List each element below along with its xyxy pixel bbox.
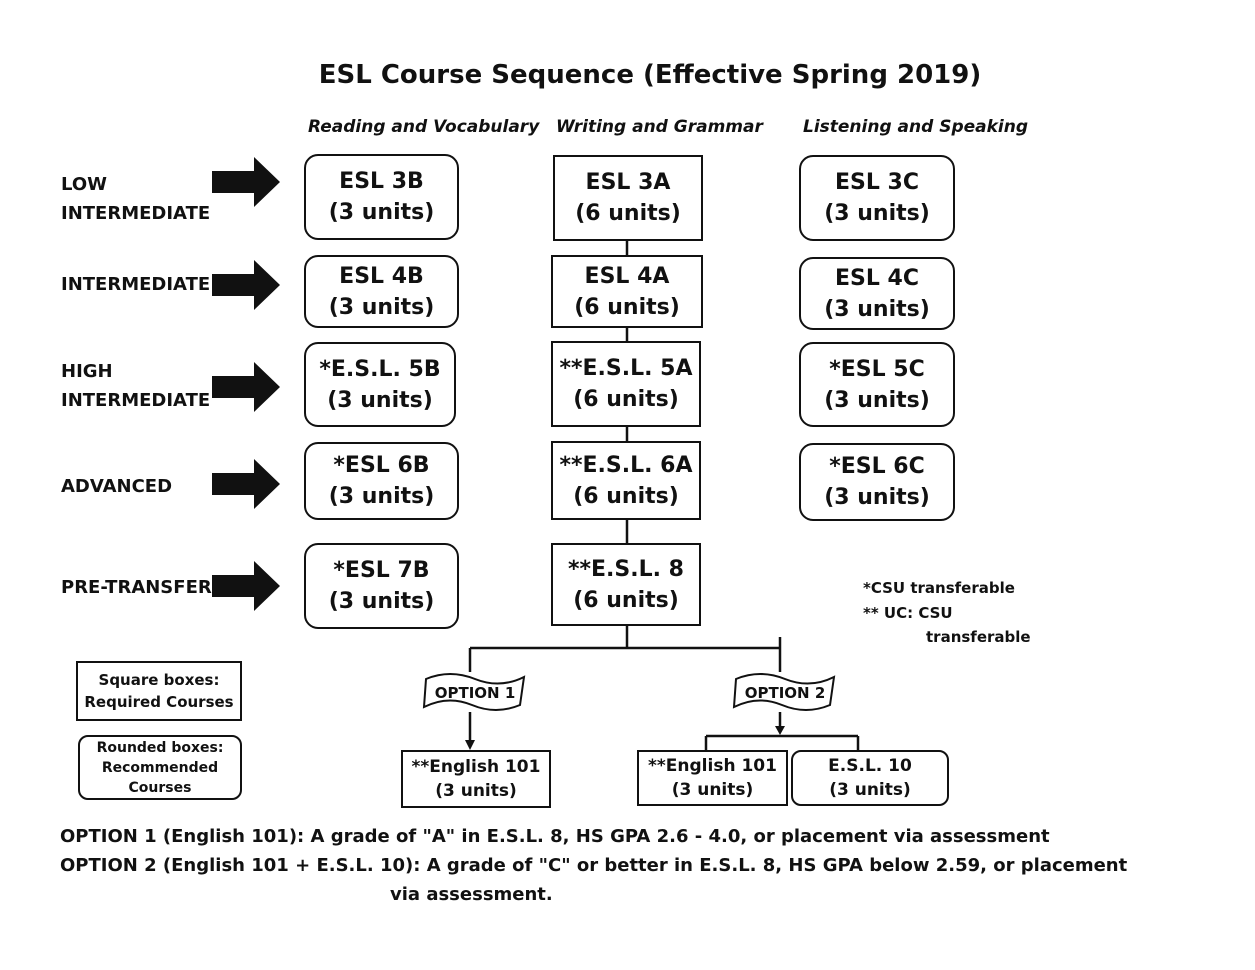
course-box-esl-6c [799,443,955,521]
legend-square-boxes [76,661,242,721]
course-name: *ESL 6B [333,453,430,478]
level-intermediate: INTERMEDIATE [61,274,211,295]
course-name: ESL 4B [339,263,424,289]
footer-option2-text-cont: via assessment. [390,884,553,905]
option2-arrowhead [775,726,785,735]
note-uc-csu-line2: transferable [926,628,1031,646]
course-units: (3 units) [328,294,435,320]
legend-rounded-boxes [78,735,242,800]
course-box-esl-6a [551,441,701,520]
page-title: ESL Course Sequence (Effective Spring 2019) [318,60,982,90]
course-units: (3 units) [328,200,435,225]
course-name: *E.S.L. 5B [319,356,441,382]
course-box-esl-4a [551,255,703,328]
level-low-line1: LOW [61,174,107,195]
course-box-esl-10 [791,750,949,806]
option1-banner [420,671,530,713]
course-units: (3 units) [327,387,433,413]
course-box-esl-4c [799,257,955,330]
course-units: (6 units) [573,483,679,509]
arrow-right-icon [212,157,280,207]
course-box-english-101-option2 [637,750,788,806]
course-box-esl-4b [304,255,459,328]
course-units: (3 units) [824,201,930,226]
course-name: ESL 3A [585,170,671,195]
course-units: (6 units) [573,387,679,412]
option1-label: OPTION 1 [434,684,516,702]
legend-rounded-line3: Courses [128,779,192,796]
column-heading-listening: Listening and Speaking [803,117,1029,137]
level-high-line1: HIGH [61,361,113,382]
course-name: ESL 4C [834,265,919,291]
arrow-right-icon [212,459,280,509]
course-units: (3 units) [435,781,517,801]
level-pre-transfer: PRE-TRANSFER [61,577,212,598]
course-box-esl-5c [799,342,955,427]
column-heading-reading: Reading and Vocabulary [308,117,540,137]
course-units: (3 units) [328,589,435,614]
course-name: *ESL 5C [829,356,925,382]
course-name: *ESL 6C [829,454,925,479]
course-units: (6 units) [574,294,680,320]
course-box-esl-8 [551,543,701,626]
course-box-english-101-option1 [401,750,551,808]
course-name: **English 101 [411,757,541,777]
course-units: (6 units) [573,587,679,613]
course-box-esl-3a [553,155,703,241]
course-name: ESL 4A [584,263,670,289]
course-name: **E.S.L. 6A [559,452,693,478]
option2-label: OPTION 2 [744,684,826,702]
arrow-right-icon [212,260,280,310]
legend-square-line2: Required Courses [84,693,234,711]
course-name: E.S.L. 10 [828,756,912,776]
level-high-intermediate [61,357,210,415]
course-units: (6 units) [575,201,681,226]
course-units: (3 units) [824,387,930,413]
course-box-esl-6b [304,442,459,520]
course-name: **E.S.L. 8 [568,556,684,582]
course-units: (3 units) [824,296,930,322]
legend-rounded-line2: Recommended [101,759,219,776]
course-box-esl-7b [304,543,459,629]
level-advanced: ADVANCED [61,476,173,497]
footer-option2-text: OPTION 2 (English 101 + E.S.L. 10): A grade of "C" or better in E.S.L. 8, HS GPA below 2.59, or placement [60,855,1128,876]
course-name: ESL 3C [834,170,919,195]
course-name: **English 101 [648,756,777,776]
option2-banner [730,671,840,713]
course-box-esl-3c [799,155,955,241]
course-name: ESL 3B [339,169,424,194]
course-box-esl-3b [304,154,459,240]
level-high-line2: INTERMEDIATE [61,390,211,411]
level-low-intermediate [61,170,210,228]
legend-square-line1: Square boxes: [98,671,220,689]
arrow-right-icon [212,561,280,611]
arrow-right-icon [212,362,280,412]
legend-rounded-line1: Rounded boxes: [96,739,224,756]
course-box-esl-5b [304,342,456,427]
note-uc-csu-line1: ** UC: CSU [863,604,953,622]
course-box-esl-5a [551,341,701,427]
course-name: *ESL 7B [333,558,430,583]
option1-arrowhead [465,740,475,750]
level-low-line2: INTERMEDIATE [61,203,211,224]
course-units: (3 units) [829,780,911,800]
column-heading-writing: Writing and Grammar [556,117,763,137]
note-csu-transferable: *CSU transferable [863,579,1015,597]
footer-option1-text: OPTION 1 (English 101): A grade of "A" in E.S.L. 8, HS GPA 2.6 - 4.0, or placement via assessment [60,826,1050,847]
course-units: (3 units) [824,485,930,510]
course-units: (3 units) [671,780,754,800]
course-units: (3 units) [328,484,435,509]
course-name: **E.S.L. 5A [559,356,693,381]
